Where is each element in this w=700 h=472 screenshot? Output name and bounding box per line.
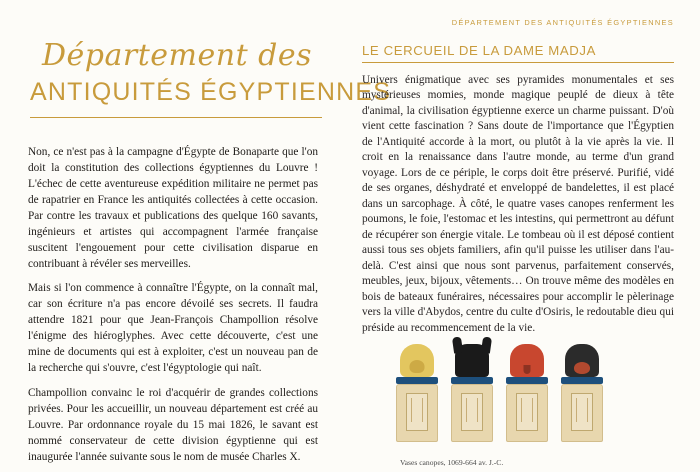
canopic-jar-duamutef — [449, 344, 495, 442]
figure-caption: Vases canopes, 1069-664 av. J.-C. — [400, 457, 504, 467]
paragraph: Mais si l'on commence à connaître l'Égypte, on la connaît mal, car son écriture n'a pas encore dévoilé ses secrets. Il faudra attendre 1821 pour que Jean-François Champollion résolve l'énigme des hiéroglyphes. Avec cette découverte, c'est une mine de documents qui est à exploiter, c'est un nouveau pan de la recherche qui s'ouvre, c'est l'égyptologie qui naît. — [28, 282, 318, 375]
section-title: LE CERCUEIL DE LA DAME MADJA — [362, 43, 596, 58]
right-column — [340, 0, 700, 472]
canopic-jars-row — [362, 346, 674, 442]
left-body-text — [28, 144, 318, 466]
jar-collar — [506, 377, 548, 384]
jar-collar — [561, 377, 603, 384]
falcon-head-icon — [510, 344, 544, 377]
title-script-line: Département des — [42, 38, 313, 73]
canopic-jars-figure — [362, 346, 674, 467]
page-title — [28, 38, 392, 118]
jar-collar — [396, 377, 438, 384]
running-header: DÉPARTEMENT DES ANTIQUITÉS ÉGYPTIENNES — [451, 18, 674, 27]
title-divider — [30, 117, 322, 118]
jar-body — [451, 384, 493, 442]
jar-body — [396, 384, 438, 442]
canopic-jar-qebehsenuef — [504, 344, 550, 442]
right-body-text — [362, 73, 674, 336]
paragraph: Champollion convainc le roi d'acquérir de grandes collections privées. Pour les accueillir, un nouveau département est créé au Louvre. Par ordonnance royale du 15 mai 1826, le savant est nommé conservateur de cette division égyptienne qui est inaugurée l'année suivante sous le nom de musée Charles X. — [28, 386, 318, 464]
jackal-head-icon — [455, 344, 489, 377]
section-divider — [362, 62, 674, 63]
human-head-icon — [400, 344, 434, 377]
paragraph: Univers énigmatique avec ses pyramides monumentales et ses mystérieuses momies, monde magique peuplé de dieux à tête d'animal, la civilisation égyptienne exerce un charme puissant. D'où vient cette fascination ? Sans doute de l'importance que l'Égyptien de l'Antiquité accorde à la mort, ou plutôt à la vie après la vie. Il croit en la renaissance dans l'autre monde, au terme d'un grand voyage. Lors de ce périple, le corps doit être préservé. Purifié, vidé de ses organes, déshydraté et enveloppé de bandelettes, il est placé dans un sarcophage. À côté, le quatre vases canopes renferment les poumons, le foie, l'estomac et les intestins, qui permettront au défunt de récupérer son énergie vitale. Le tombeau où il est déposé contient aussi tous ses objets familiers, afin qu'il puisse les utiliser dans l'au-delà. C'est ainsi que nous sont parvenus, parfaitement conservés, meubles, jeux, bijoux, vêtements… On trouve même des modèles en bois de bateaux funéraires, nécessaires pour accomplir le pèlerinage vers la ville d'Abydos, centre du culte d'Osiris, le redoutable dieu qui préside au recommencement de la vie. — [362, 74, 674, 334]
title-caps-line: ANTIQUITÉS ÉGYPTIENNES — [30, 77, 392, 106]
paragraph: Non, ce n'est pas à la campagne d'Égypte de Bonaparte que l'on doit la constitution des collections égyptiennes du Louvre ! L'échec de cette aventureuse expédition militaire ne permet pas de rapatrier en France les antiquités collectées à cette occasion. Par contre les travaux et publications des quelque 160 savants, ingénieurs et artistes qui accompagnent l'armée française suscitent l'engouement pour cette civilisation disparue en contribuant à révéler ses merveilles. — [28, 145, 318, 270]
canopic-jar-imsety — [394, 344, 440, 442]
jar-body — [561, 384, 603, 442]
jar-body — [506, 384, 548, 442]
baboon-head-icon — [565, 344, 599, 377]
jar-collar — [451, 377, 493, 384]
canopic-jar-hapi — [559, 344, 605, 442]
